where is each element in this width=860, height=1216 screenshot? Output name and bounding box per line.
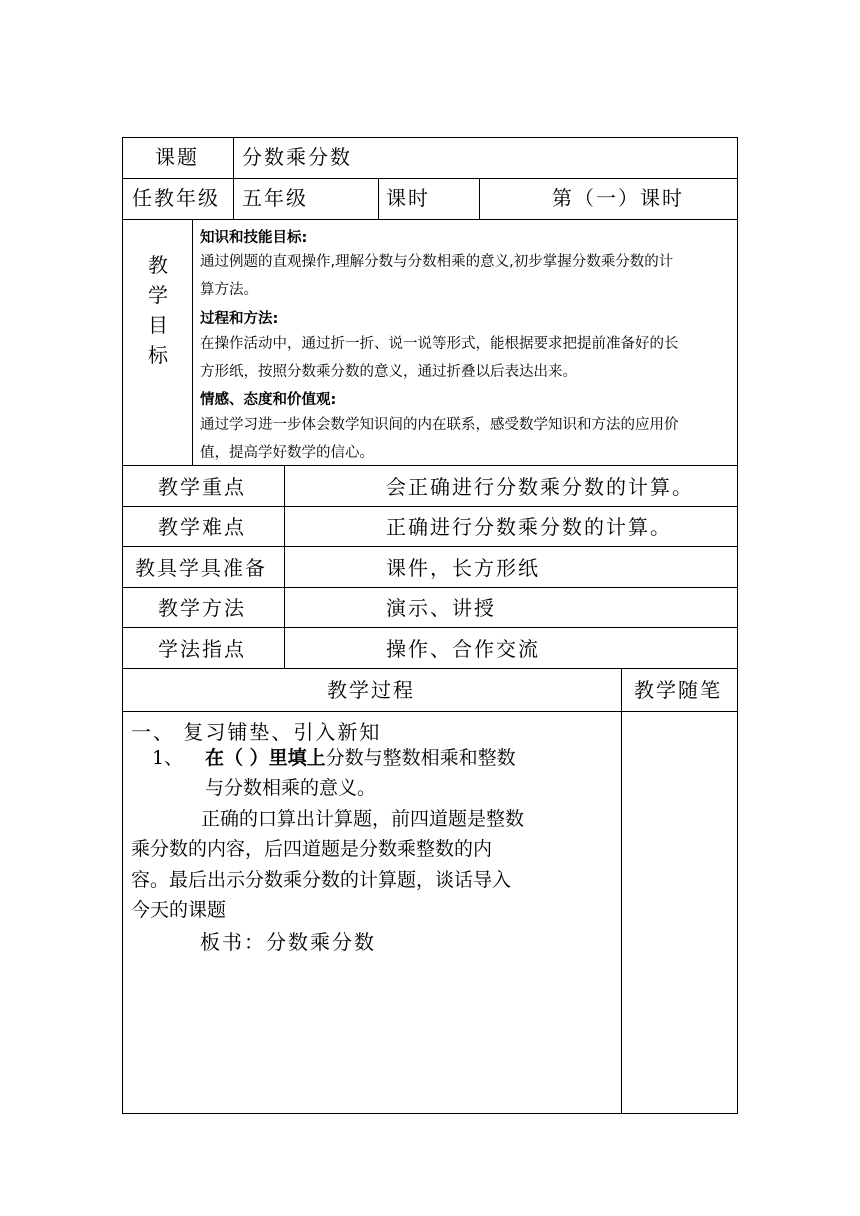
row-divider <box>122 178 738 179</box>
process-header: 教学过程 <box>327 678 415 702</box>
row-divider <box>122 668 738 669</box>
goals-label-char: 学 <box>148 283 168 307</box>
paragraph-line: 正确的口算出计算题，前四道题是整数 <box>201 808 525 830</box>
col-divider <box>621 668 622 1114</box>
paragraph-line: 容。最后出示分数乘分数的计算题，谈话导入 <box>131 869 512 891</box>
item-line-2: 与分数相乘的意义。 <box>205 777 377 799</box>
emotion-goal-line: 值，提高学好数学的信心。 <box>200 445 374 461</box>
grade-label: 任教年级 <box>132 186 220 210</box>
goals-label-char: 标 <box>148 343 168 367</box>
materials-value: 课件，长方形纸 <box>386 556 540 580</box>
materials-label: 教具学具准备 <box>135 556 267 580</box>
col-divider <box>284 465 285 668</box>
board-label: 板书：分数乘分数 <box>200 930 376 954</box>
study-guide-label: 学法指点 <box>158 637 246 661</box>
topic-value: 分数乘分数 <box>242 145 352 169</box>
goals-label <box>138 250 178 370</box>
process-goal-line: 方形纸，按照分数乘分数的意义，通过折叠以后表达出来。 <box>200 364 577 380</box>
col-divider <box>233 137 234 219</box>
knowledge-goal-line: 通过例题的直观操作,理解分数与分数相乘的意义,初步掌握分数乘分数的计 <box>200 254 674 270</box>
difficulty-label: 教学难点 <box>158 515 246 539</box>
method-label: 教学方法 <box>158 596 246 620</box>
row-divider <box>122 546 738 547</box>
row-divider <box>122 627 738 628</box>
paragraph-line: 乘分数的内容，后四道题是分数乘整数的内 <box>131 838 493 860</box>
section-title: 一、 复习铺垫、引入新知 <box>131 720 382 744</box>
process-goal-line: 在操作活动中，通过折一折、说一说等形式，能根据要求把提前准备好的长 <box>200 336 679 352</box>
method-value: 演示、讲授 <box>386 596 496 620</box>
period-value: 第（一）课时 <box>552 186 684 210</box>
item-bold: 在（ ）里填上 <box>205 747 326 769</box>
col-divider <box>479 178 480 219</box>
grade-value: 五年级 <box>242 186 308 210</box>
col-divider <box>378 178 379 219</box>
row-divider <box>122 587 738 588</box>
item-rest: 分数与整数相乘和整数 <box>325 747 516 769</box>
goals-label-char: 目 <box>148 313 168 337</box>
key-point-value: 会正确进行分数乘分数的计算。 <box>386 475 694 499</box>
process-goal-title: 过程和方法: <box>200 311 279 327</box>
row-divider <box>122 711 738 712</box>
item-line <box>205 743 516 774</box>
study-guide-value: 操作、合作交流 <box>386 637 540 661</box>
row-divider <box>122 506 738 507</box>
col-divider <box>192 219 193 465</box>
period-label: 课时 <box>386 186 430 210</box>
topic-label: 课题 <box>155 145 199 169</box>
paragraph-line: 今天的课题 <box>131 899 227 921</box>
key-point-label: 教学重点 <box>158 475 246 499</box>
difficulty-value: 正确进行分数乘分数的计算。 <box>386 515 672 539</box>
emotion-goal-title: 情感、态度和价值观: <box>200 392 337 408</box>
knowledge-goal-line: 算方法。 <box>200 282 258 298</box>
item-number: 1、 <box>152 747 184 769</box>
goals-label-char: 教 <box>148 253 168 277</box>
knowledge-goal-title: 知识和技能目标: <box>200 230 308 246</box>
emotion-goal-line: 通过学习进一步体会数学知识间的内在联系，感受数学知识和方法的应用价 <box>200 417 679 433</box>
notes-header: 教学随笔 <box>634 678 722 702</box>
row-divider <box>122 219 738 220</box>
